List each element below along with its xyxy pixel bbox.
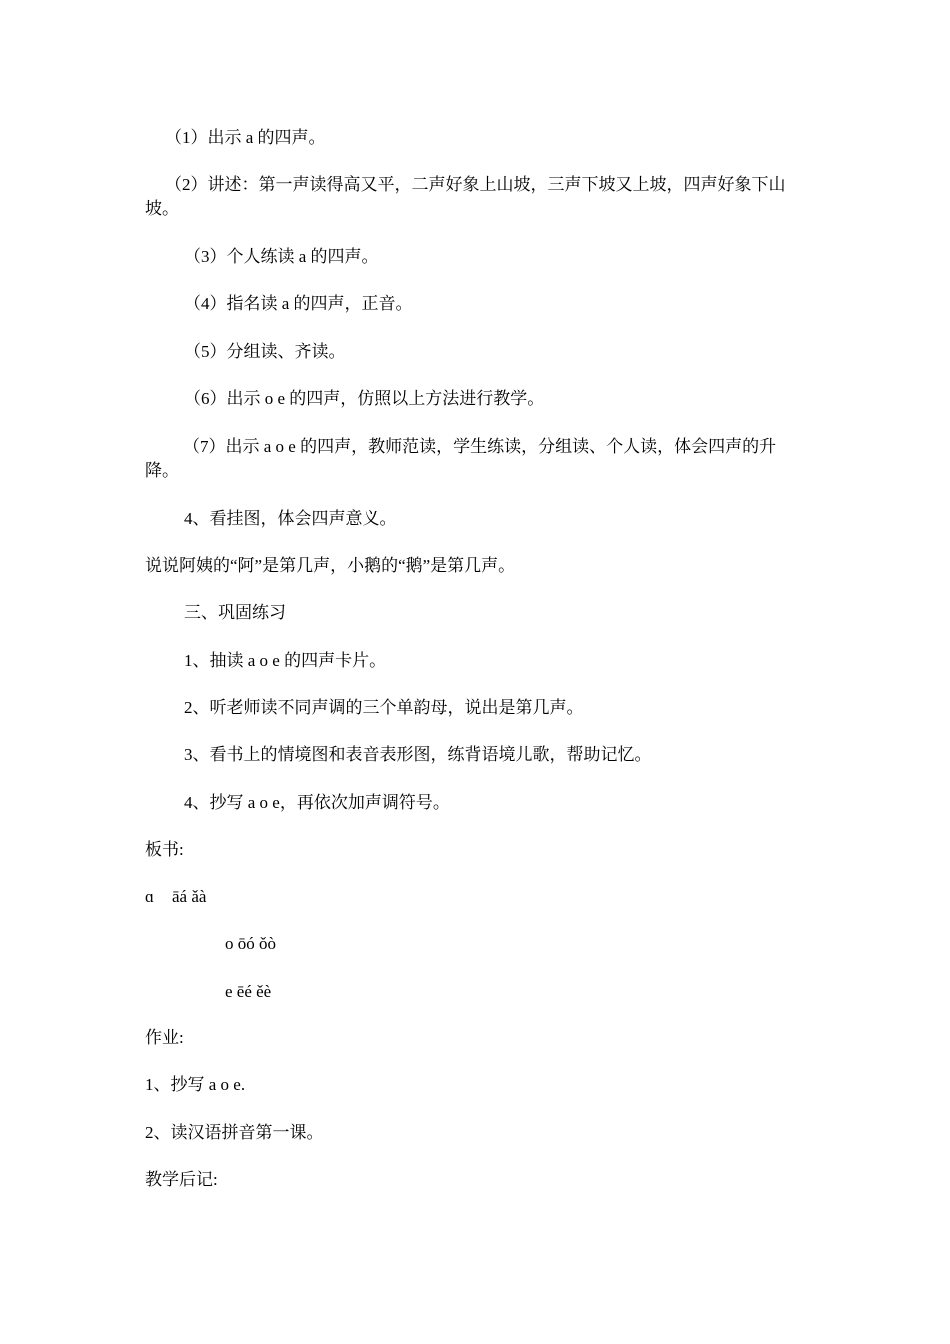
step-6-text: （6）出示 o e 的四声，仿照以上方法进行教学。 (184, 389, 545, 408)
section-4-heading: 4、看挂图，体会四声意义。 (184, 509, 397, 528)
blackboard-letter-a: ɑ (145, 887, 154, 906)
homework-item-1: 1、抄写 a o e. (145, 1075, 246, 1094)
practice-item-1: 1、抽读 a o e 的四声卡片。 (184, 651, 387, 670)
blackboard-tones-a: āá ǎà (172, 887, 207, 906)
step-1-text: （1）出示 a 的四声。 (165, 128, 326, 147)
step-5-text: （5）分组读、齐读。 (184, 342, 346, 361)
step-2-text: （2）讲述：第一声读得高又平，二声好象上山坡，三声下坡又上坡，四声好象下山坡。 (145, 175, 786, 218)
step-3-text: （3）个人练读 a 的四声。 (184, 247, 379, 266)
blackboard-tones-e: e ēé ěè (225, 982, 272, 1001)
homework-item-2: 2、读汉语拼音第一课。 (145, 1123, 324, 1142)
blackboard-tones-o: o ōó ǒò (225, 934, 276, 953)
section-3-heading: 三、巩固练习 (184, 603, 286, 622)
section-4-body: 说说阿姨的“阿”是第几声，小鹅的“鹅”是第几声。 (145, 556, 516, 575)
practice-item-4: 4、抄写 a o e，再依次加声调符号。 (184, 793, 450, 812)
step-4-text: （4）指名读 a 的四声，正音。 (184, 294, 413, 313)
practice-item-3: 3、看书上的情境图和表音表形图，练背语境儿歌，帮助记忆。 (184, 745, 652, 764)
practice-item-2: 2、听老师读不同声调的三个单韵母，说出是第几声。 (184, 698, 584, 717)
blackboard-heading: 板书: (145, 840, 184, 859)
step-7-text: （7）出示 a o e 的四声，教师范读，学生练读，分组读、个人读，体会四声的升降。 (145, 437, 777, 480)
teaching-notes-heading: 教学后记: (145, 1170, 218, 1189)
homework-heading: 作业: (145, 1028, 184, 1047)
